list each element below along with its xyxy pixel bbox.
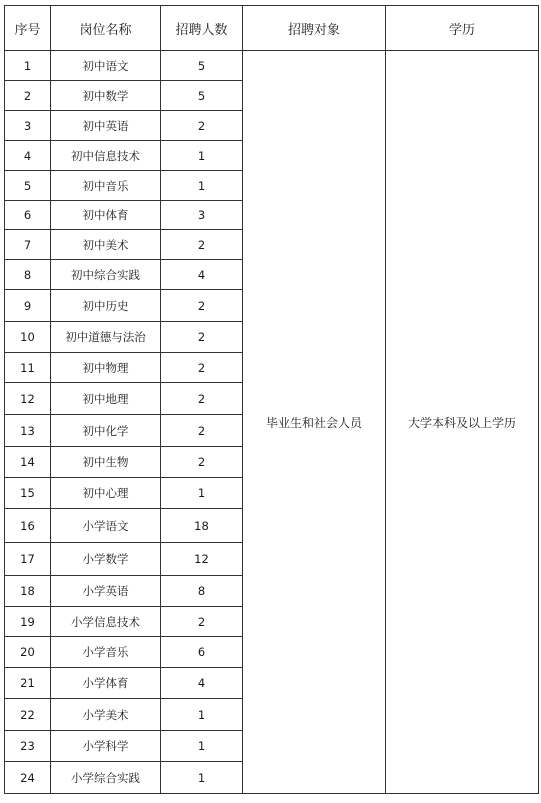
cell-recruit-target: 毕业生和社会人员 <box>243 51 386 794</box>
cell-count: 1 <box>161 699 243 731</box>
cell-position: 小学语文 <box>51 509 161 543</box>
cell-no: 6 <box>5 201 51 230</box>
cell-count: 18 <box>161 509 243 543</box>
cell-no: 15 <box>5 478 51 509</box>
cell-no: 7 <box>5 230 51 260</box>
header-count: 招聘人数 <box>161 6 243 51</box>
cell-position: 初中语文 <box>51 51 161 81</box>
header-education: 学历 <box>386 6 539 51</box>
cell-position: 小学科学 <box>51 731 161 762</box>
cell-position: 初中物理 <box>51 353 161 383</box>
cell-position: 初中生物 <box>51 447 161 478</box>
cell-no: 2 <box>5 81 51 111</box>
cell-count: 3 <box>161 201 243 230</box>
cell-position: 初中综合实践 <box>51 260 161 290</box>
cell-count: 4 <box>161 668 243 699</box>
cell-position: 小学信息技术 <box>51 607 161 637</box>
cell-education: 大学本科及以上学历 <box>386 51 539 794</box>
cell-no: 1 <box>5 51 51 81</box>
cell-no: 8 <box>5 260 51 290</box>
cell-count: 2 <box>161 111 243 141</box>
cell-count: 2 <box>161 230 243 260</box>
cell-count: 2 <box>161 415 243 447</box>
cell-count: 6 <box>161 637 243 668</box>
cell-position: 初中历史 <box>51 290 161 322</box>
header-target: 招聘对象 <box>243 6 386 51</box>
cell-no: 13 <box>5 415 51 447</box>
cell-position: 初中化学 <box>51 415 161 447</box>
cell-position: 初中音乐 <box>51 171 161 201</box>
cell-count: 2 <box>161 607 243 637</box>
header-position: 岗位名称 <box>51 6 161 51</box>
cell-position: 初中心理 <box>51 478 161 509</box>
cell-no: 11 <box>5 353 51 383</box>
cell-position: 初中地理 <box>51 383 161 415</box>
cell-count: 1 <box>161 762 243 794</box>
table-body <box>5 51 539 794</box>
cell-no: 12 <box>5 383 51 415</box>
cell-count: 4 <box>161 260 243 290</box>
cell-count: 8 <box>161 576 243 607</box>
cell-count: 1 <box>161 731 243 762</box>
cell-no: 23 <box>5 731 51 762</box>
cell-no: 20 <box>5 637 51 668</box>
cell-no: 24 <box>5 762 51 794</box>
cell-no: 22 <box>5 699 51 731</box>
cell-count: 5 <box>161 81 243 111</box>
cell-count: 1 <box>161 478 243 509</box>
cell-no: 21 <box>5 668 51 699</box>
cell-no: 19 <box>5 607 51 637</box>
cell-position: 小学音乐 <box>51 637 161 668</box>
cell-position: 小学英语 <box>51 576 161 607</box>
recruitment-table <box>4 5 539 794</box>
cell-position: 初中数学 <box>51 81 161 111</box>
cell-no: 14 <box>5 447 51 478</box>
table-row <box>5 51 539 81</box>
cell-count: 2 <box>161 290 243 322</box>
cell-count: 12 <box>161 543 243 576</box>
cell-position: 初中英语 <box>51 111 161 141</box>
header-no: 序号 <box>5 6 51 51</box>
cell-position: 初中道德与法治 <box>51 322 161 353</box>
cell-count: 2 <box>161 383 243 415</box>
cell-position: 小学体育 <box>51 668 161 699</box>
cell-position: 初中体育 <box>51 201 161 230</box>
cell-position: 小学数学 <box>51 543 161 576</box>
cell-count: 1 <box>161 171 243 201</box>
cell-position: 小学美术 <box>51 699 161 731</box>
cell-count: 5 <box>161 51 243 81</box>
cell-no: 17 <box>5 543 51 576</box>
header-row <box>5 6 539 51</box>
cell-position: 初中信息技术 <box>51 141 161 171</box>
cell-count: 2 <box>161 353 243 383</box>
cell-position: 小学综合实践 <box>51 762 161 794</box>
cell-count: 2 <box>161 447 243 478</box>
cell-position: 初中美术 <box>51 230 161 260</box>
cell-count: 2 <box>161 322 243 353</box>
cell-no: 16 <box>5 509 51 543</box>
cell-count: 1 <box>161 141 243 171</box>
cell-no: 9 <box>5 290 51 322</box>
cell-no: 10 <box>5 322 51 353</box>
cell-no: 18 <box>5 576 51 607</box>
cell-no: 5 <box>5 171 51 201</box>
cell-no: 4 <box>5 141 51 171</box>
cell-no: 3 <box>5 111 51 141</box>
